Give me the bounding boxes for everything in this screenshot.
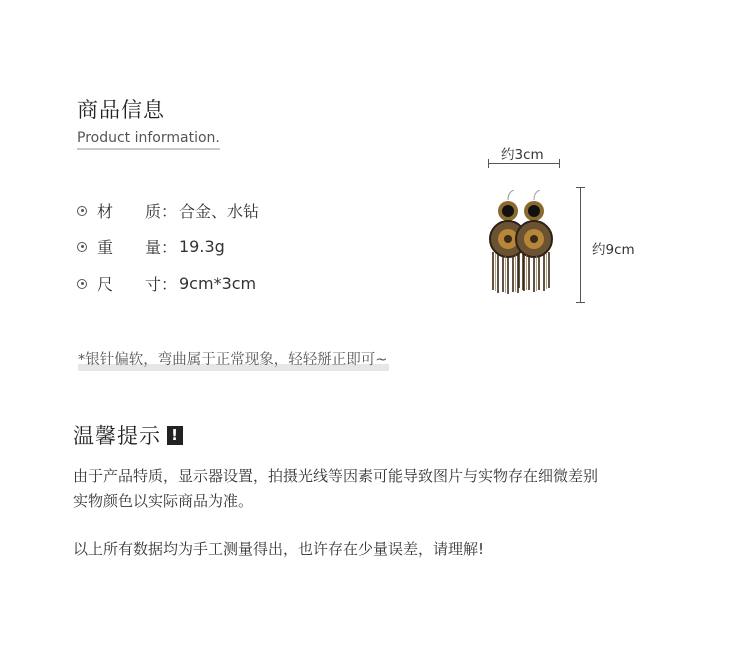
bullet-icon (77, 206, 87, 216)
spec-value: 19.3g (179, 237, 225, 256)
section-title: 商品信息 (77, 98, 165, 122)
width-dimension-line (488, 163, 560, 164)
height-dimension-line (580, 187, 581, 303)
width-dimension-tick (559, 159, 560, 168)
spec-value: 合金、水钻 (179, 202, 260, 221)
earring-image (484, 190, 564, 302)
spec-value: 9cm*3cm (179, 274, 257, 293)
tips-title-text: 温馨提示 (73, 424, 161, 448)
tips-line-2: 实物颜色以实际商品为准。 (73, 492, 254, 510)
spec-label: 尺 寸： (97, 275, 178, 294)
spec-label: 重 量： (97, 238, 178, 257)
height-dimension-label: 约9cm (592, 242, 635, 258)
bullet-icon (77, 242, 87, 252)
bullet-icon (77, 279, 87, 289)
spec-row-weight (77, 235, 225, 258)
width-dimension-tick (488, 159, 489, 168)
width-dimension-label: 约3cm (501, 147, 544, 163)
tips-title (73, 420, 183, 450)
spec-row-size (77, 272, 256, 295)
section-subtitle: Product information. (77, 130, 220, 150)
tips-line-1: 由于产品特质，显示器设置，拍摄光线等因素可能导致图片与实物存在细微差别 (73, 467, 599, 485)
height-dimension-tick (576, 187, 585, 188)
care-note: *银针偏软，弯曲属于正常现象，轻轻掰正即可~ (78, 348, 389, 371)
tips-line-3: 以上所有数据均为手工测量得出，也许存在少量误差，请理解! (73, 540, 485, 558)
spec-row-material (77, 199, 259, 222)
spec-label: 材 质： (97, 202, 178, 221)
height-dimension-tick (576, 302, 585, 303)
exclamation-icon: ! (167, 426, 183, 445)
